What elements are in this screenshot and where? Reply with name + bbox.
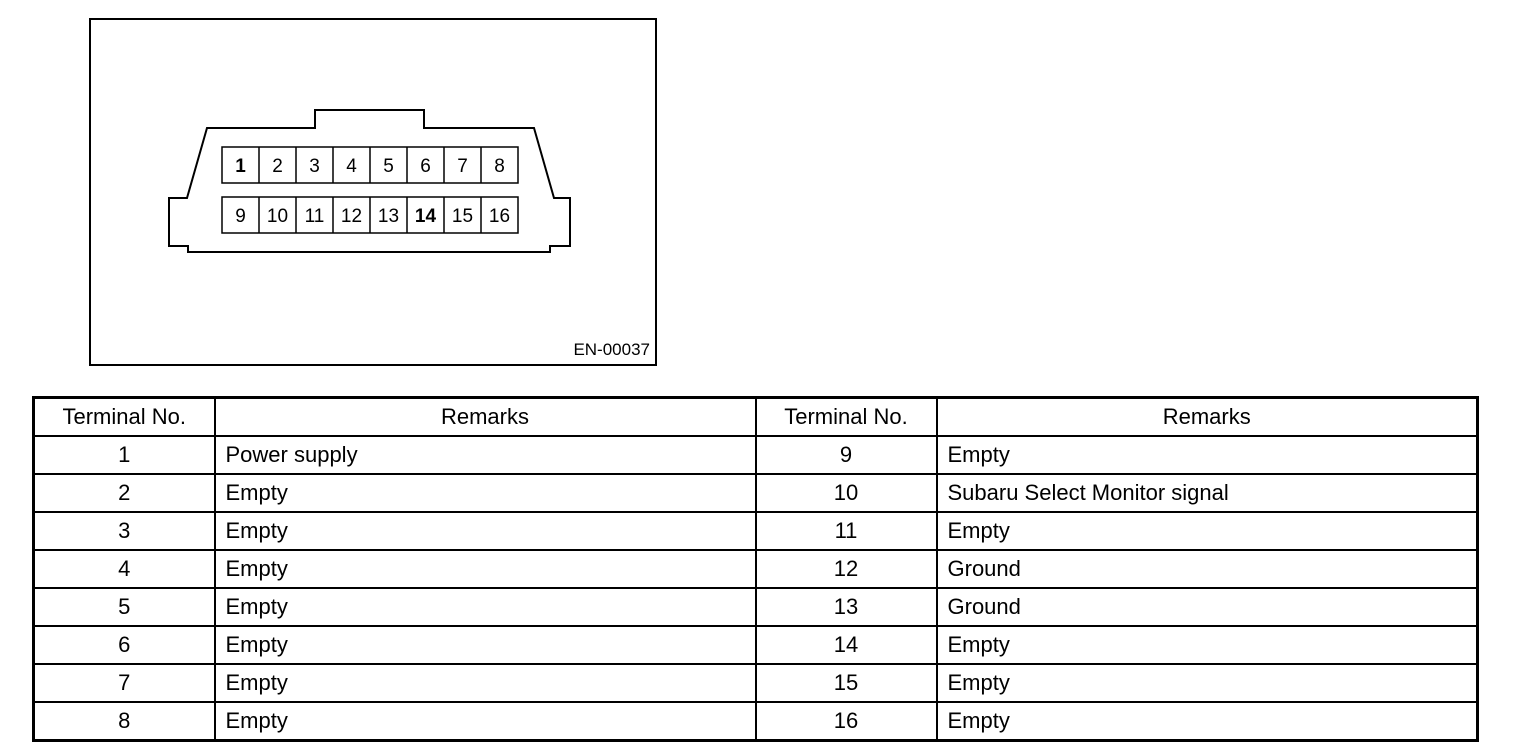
pin-label: 13 xyxy=(377,206,400,227)
remarks-cell: Empty xyxy=(937,626,1478,664)
table-row xyxy=(34,512,1478,550)
table-row xyxy=(34,588,1478,626)
header-remarks-right: Remarks xyxy=(937,398,1478,437)
terminal-number-cell: 16 xyxy=(756,702,937,741)
terminal-number-cell: 8 xyxy=(34,702,215,741)
remarks-cell: Empty xyxy=(937,436,1478,474)
figure-code: EN-00037 xyxy=(573,340,650,359)
terminal-number-cell: 9 xyxy=(756,436,937,474)
terminal-number-cell: 10 xyxy=(756,474,937,512)
header-terminal-no-left: Terminal No. xyxy=(34,398,215,437)
terminal-number-cell: 4 xyxy=(34,550,215,588)
terminal-number-cell: 5 xyxy=(34,588,215,626)
pin-label: 7 xyxy=(457,156,468,177)
remarks-cell: Empty xyxy=(215,702,756,741)
remarks-cell: Empty xyxy=(215,626,756,664)
terminal-number-cell: 6 xyxy=(34,626,215,664)
table-row xyxy=(34,702,1478,741)
pin-label: 14 xyxy=(414,206,437,227)
terminal-number-cell: 13 xyxy=(756,588,937,626)
table-row xyxy=(34,626,1478,664)
terminal-number-cell: 2 xyxy=(34,474,215,512)
table-header-row xyxy=(34,398,1478,437)
remarks-cell: Ground xyxy=(937,588,1478,626)
terminal-number-cell: 11 xyxy=(756,512,937,550)
remarks-cell: Empty xyxy=(937,702,1478,741)
terminal-table xyxy=(32,396,1479,742)
remarks-cell: Empty xyxy=(215,664,756,702)
pin-label: 1 xyxy=(235,156,246,177)
terminal-number-cell: 14 xyxy=(756,626,937,664)
connector-figure xyxy=(89,18,657,366)
pin-label: 11 xyxy=(304,206,325,227)
pin-label: 16 xyxy=(488,206,511,227)
terminal-number-cell: 1 xyxy=(34,436,215,474)
pin-label: 10 xyxy=(266,206,289,227)
table-row xyxy=(34,664,1478,702)
terminal-number-cell: 15 xyxy=(756,664,937,702)
table-row xyxy=(34,474,1478,512)
header-remarks-left: Remarks xyxy=(215,398,756,437)
terminal-number-cell: 3 xyxy=(34,512,215,550)
pin-label: 12 xyxy=(340,206,363,227)
pin-label: 8 xyxy=(494,156,505,177)
remarks-cell: Power supply xyxy=(215,436,756,474)
remarks-cell: Empty xyxy=(937,512,1478,550)
table-row xyxy=(34,436,1478,474)
remarks-cell: Empty xyxy=(215,512,756,550)
pin-labels xyxy=(235,156,510,227)
pin-label: 2 xyxy=(272,156,283,177)
remarks-cell: Empty xyxy=(215,474,756,512)
table-row xyxy=(34,550,1478,588)
header-terminal-no-right: Terminal No. xyxy=(756,398,937,437)
remarks-cell: Ground xyxy=(937,550,1478,588)
remarks-cell: Empty xyxy=(215,588,756,626)
connector-diagram xyxy=(91,20,655,364)
terminal-number-cell: 12 xyxy=(756,550,937,588)
pin-dividers xyxy=(259,147,481,233)
remarks-cell: Empty xyxy=(937,664,1478,702)
remarks-cell: Empty xyxy=(215,550,756,588)
terminal-number-cell: 7 xyxy=(34,664,215,702)
remarks-cell: Subaru Select Monitor signal xyxy=(937,474,1478,512)
pin-label: 3 xyxy=(309,156,320,177)
pin-label: 5 xyxy=(383,156,394,177)
pin-label: 9 xyxy=(235,206,246,227)
pin-label: 6 xyxy=(420,156,431,177)
pin-label: 15 xyxy=(451,206,474,227)
pin-label: 4 xyxy=(346,156,357,177)
